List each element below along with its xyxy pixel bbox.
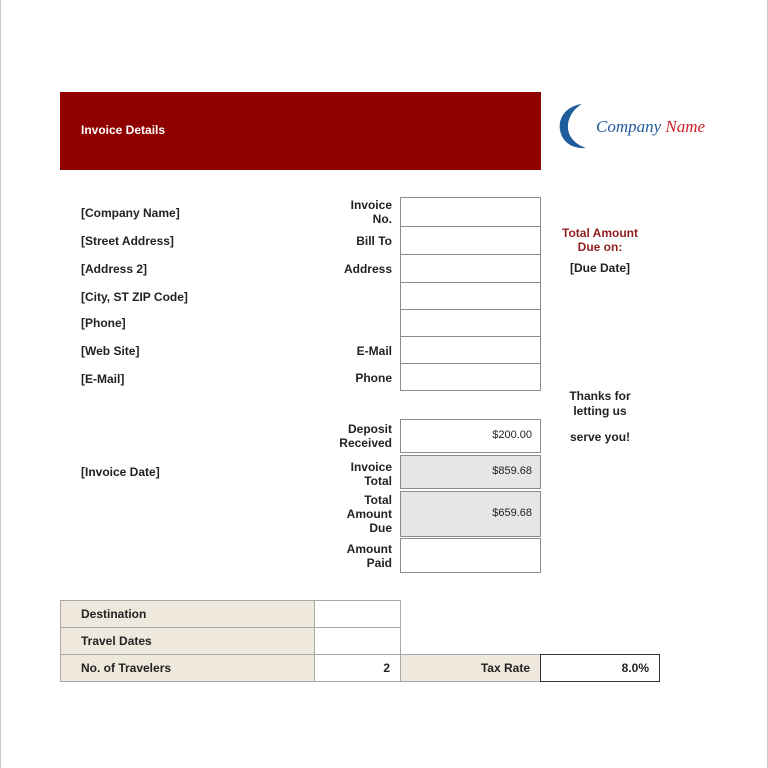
total-amount-due-field [400,491,541,537]
deposit-received-value: $200.00 [492,429,532,441]
tax-rate-label-cell [400,654,541,682]
thanks-message: Thanks for letting us [569,389,631,418]
bill-to-field[interactable] [400,226,541,255]
invoice-total-label: Invoice Total [350,460,392,488]
crescent-logo-icon [556,100,596,152]
address-line-2-field[interactable] [400,282,541,310]
travelers-label: No. of Travelers [81,661,172,675]
destination-label-cell [60,600,315,628]
destination-label: Destination [81,607,147,621]
deposit-received-label: Deposit Received [339,422,392,450]
serve-you-message: serve you! [569,430,631,444]
total-amount-due-on: Total Amount Due on: [562,226,638,254]
phone: [Phone] [81,316,126,330]
street-address: [Street Address] [81,234,174,248]
email-label: E-Mail [356,344,392,358]
travel-dates-field[interactable] [314,627,401,655]
total-amount-due-value: $659.68 [492,507,532,519]
header-banner [60,92,541,170]
company-email: [E-Mail] [81,372,125,386]
address-label: Address [343,262,392,276]
travel-dates-label: Travel Dates [81,634,152,648]
phone-field[interactable] [400,363,541,391]
logo-word-name: Name [665,117,706,136]
invoice-total-value: $859.68 [492,465,532,477]
address-2: [Address 2] [81,262,148,276]
travel-dates-label-cell [60,627,315,655]
logo-text [596,117,705,137]
page-title: Invoice Details [81,123,166,137]
email-field[interactable] [400,336,541,364]
tax-rate-label: Tax Rate [480,661,530,675]
travelers-label-cell [60,654,315,682]
company-logo [556,100,716,152]
tax-rate-value: 8.0% [621,661,649,675]
web-site: [Web Site] [81,344,140,358]
address-line-3-field[interactable] [400,309,541,337]
travelers-value: 2 [383,661,390,675]
invoice-no-field[interactable] [400,197,541,227]
address-field[interactable] [400,254,541,283]
page-edge-left [0,0,1,768]
amount-paid-field[interactable] [400,538,541,573]
amount-paid-label: Amount Paid [346,542,392,570]
logo-word-company: Company [596,117,662,136]
invoice-total-field [400,455,541,489]
destination-field[interactable] [314,600,401,628]
due-date: [Due Date] [569,261,630,275]
deposit-received-field[interactable] [400,419,541,453]
invoice-no-label: Invoice No. [350,198,392,226]
bill-to-label: Bill To [356,234,392,248]
invoice-date: [Invoice Date] [81,465,160,479]
city-state-zip: [City, ST ZIP Code] [81,290,188,304]
company-name: [Company Name] [81,206,180,220]
phone-label: Phone [355,371,392,385]
tax-rate-field[interactable] [540,654,660,682]
total-amount-due-label: Total Amount Due [346,493,392,535]
travelers-field[interactable] [314,654,401,682]
